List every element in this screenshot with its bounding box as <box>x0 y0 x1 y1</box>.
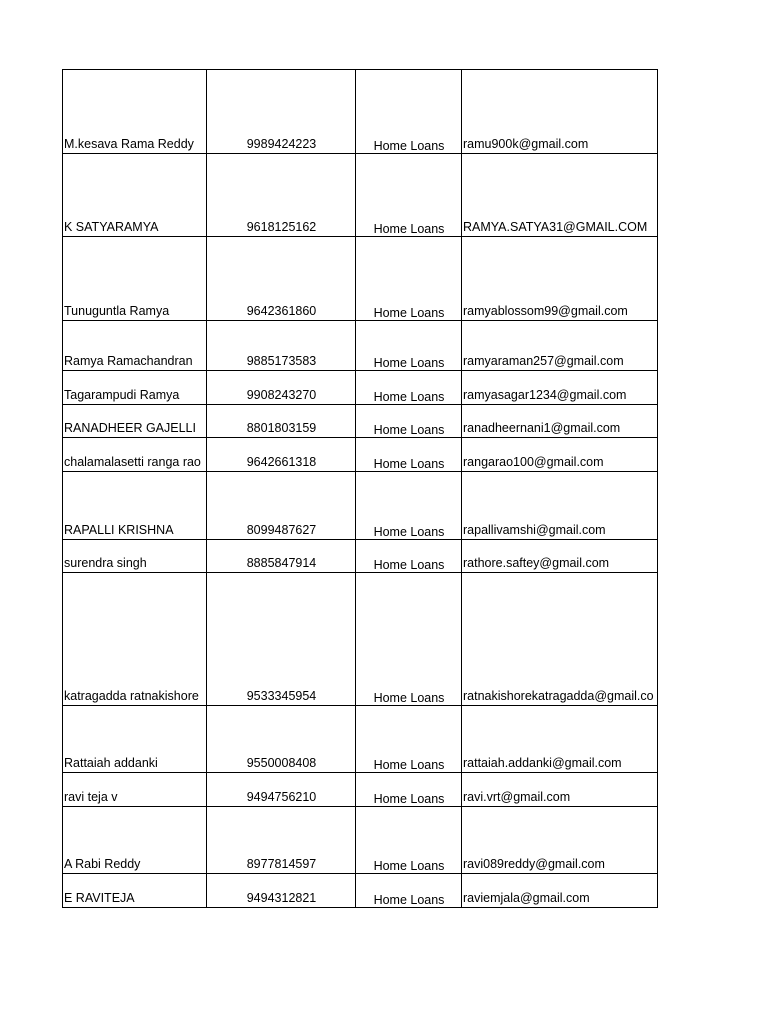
product-cell: Home Loans <box>356 438 462 472</box>
table-row <box>63 706 658 773</box>
email-cell: ramu900k@gmail.com <box>462 70 658 154</box>
product-cell: Home Loans <box>356 540 462 573</box>
email-cell: ravi.vrt@gmail.com <box>462 773 658 807</box>
email-cell: ratnakishorekatragadda@gmail.co <box>462 573 658 706</box>
name-cell: Rattaiah addanki <box>63 706 207 773</box>
email-cell: ramyasagar1234@gmail.com <box>462 371 658 405</box>
phone-cell: 9908243270 <box>207 371 356 405</box>
product-cell: Home Loans <box>356 70 462 154</box>
email-cell: rattaiah.addanki@gmail.com <box>462 706 658 773</box>
name-cell: surendra singh <box>63 540 207 573</box>
table-row <box>63 237 658 321</box>
product-cell: Home Loans <box>356 405 462 438</box>
phone-cell: 9885173583 <box>207 321 356 371</box>
name-cell: E RAVITEJA <box>63 874 207 908</box>
product-cell: Home Loans <box>356 321 462 371</box>
name-cell: ravi teja v <box>63 773 207 807</box>
product-cell: Home Loans <box>356 472 462 540</box>
product-cell: Home Loans <box>356 773 462 807</box>
product-cell: Home Loans <box>356 154 462 237</box>
name-cell: RANADHEER GAJELLI <box>63 405 207 438</box>
name-cell: katragadda ratnakishore <box>63 573 207 706</box>
product-cell: Home Loans <box>356 807 462 874</box>
table-row <box>63 154 658 237</box>
name-cell: K SATYARAMYA <box>63 154 207 237</box>
contact-sheet <box>62 69 658 908</box>
contacts-table <box>62 69 658 908</box>
table-row <box>63 405 658 438</box>
email-cell: ravi089reddy@gmail.com <box>462 807 658 874</box>
name-cell: RAPALLI KRISHNA <box>63 472 207 540</box>
table-row <box>63 540 658 573</box>
phone-cell: 9494312821 <box>207 874 356 908</box>
product-cell: Home Loans <box>356 237 462 321</box>
phone-cell: 9642661318 <box>207 438 356 472</box>
product-cell: Home Loans <box>356 706 462 773</box>
email-cell: rangarao100@gmail.com <box>462 438 658 472</box>
table-row <box>63 438 658 472</box>
email-cell: ranadheernani1@gmail.com <box>462 405 658 438</box>
name-cell: M.kesava Rama Reddy <box>63 70 207 154</box>
phone-cell: 9642361860 <box>207 237 356 321</box>
phone-cell: 9533345954 <box>207 573 356 706</box>
table-row <box>63 472 658 540</box>
email-cell: rapallivamshi@gmail.com <box>462 472 658 540</box>
table-row <box>63 371 658 405</box>
email-cell: RAMYA.SATYA31@GMAIL.COM <box>462 154 658 237</box>
phone-cell: 8801803159 <box>207 405 356 438</box>
table-row <box>63 573 658 706</box>
name-cell: Tagarampudi Ramya <box>63 371 207 405</box>
product-cell: Home Loans <box>356 573 462 706</box>
table-row <box>63 70 658 154</box>
phone-cell: 9618125162 <box>207 154 356 237</box>
table-row <box>63 807 658 874</box>
name-cell: Tunuguntla Ramya <box>63 237 207 321</box>
table-row <box>63 773 658 807</box>
table-row <box>63 321 658 371</box>
name-cell: A Rabi Reddy <box>63 807 207 874</box>
phone-cell: 9989424223 <box>207 70 356 154</box>
phone-cell: 9494756210 <box>207 773 356 807</box>
email-cell: raviemjala@gmail.com <box>462 874 658 908</box>
name-cell: chalamalasetti ranga rao <box>63 438 207 472</box>
name-cell: Ramya Ramachandran <box>63 321 207 371</box>
email-cell: rathore.saftey@gmail.com <box>462 540 658 573</box>
table-row <box>63 874 658 908</box>
phone-cell: 8099487627 <box>207 472 356 540</box>
phone-cell: 9550008408 <box>207 706 356 773</box>
phone-cell: 8977814597 <box>207 807 356 874</box>
phone-cell: 8885847914 <box>207 540 356 573</box>
product-cell: Home Loans <box>356 371 462 405</box>
product-cell: Home Loans <box>356 874 462 908</box>
email-cell: ramyablossom99@gmail.com <box>462 237 658 321</box>
email-cell: ramyaraman257@gmail.com <box>462 321 658 371</box>
